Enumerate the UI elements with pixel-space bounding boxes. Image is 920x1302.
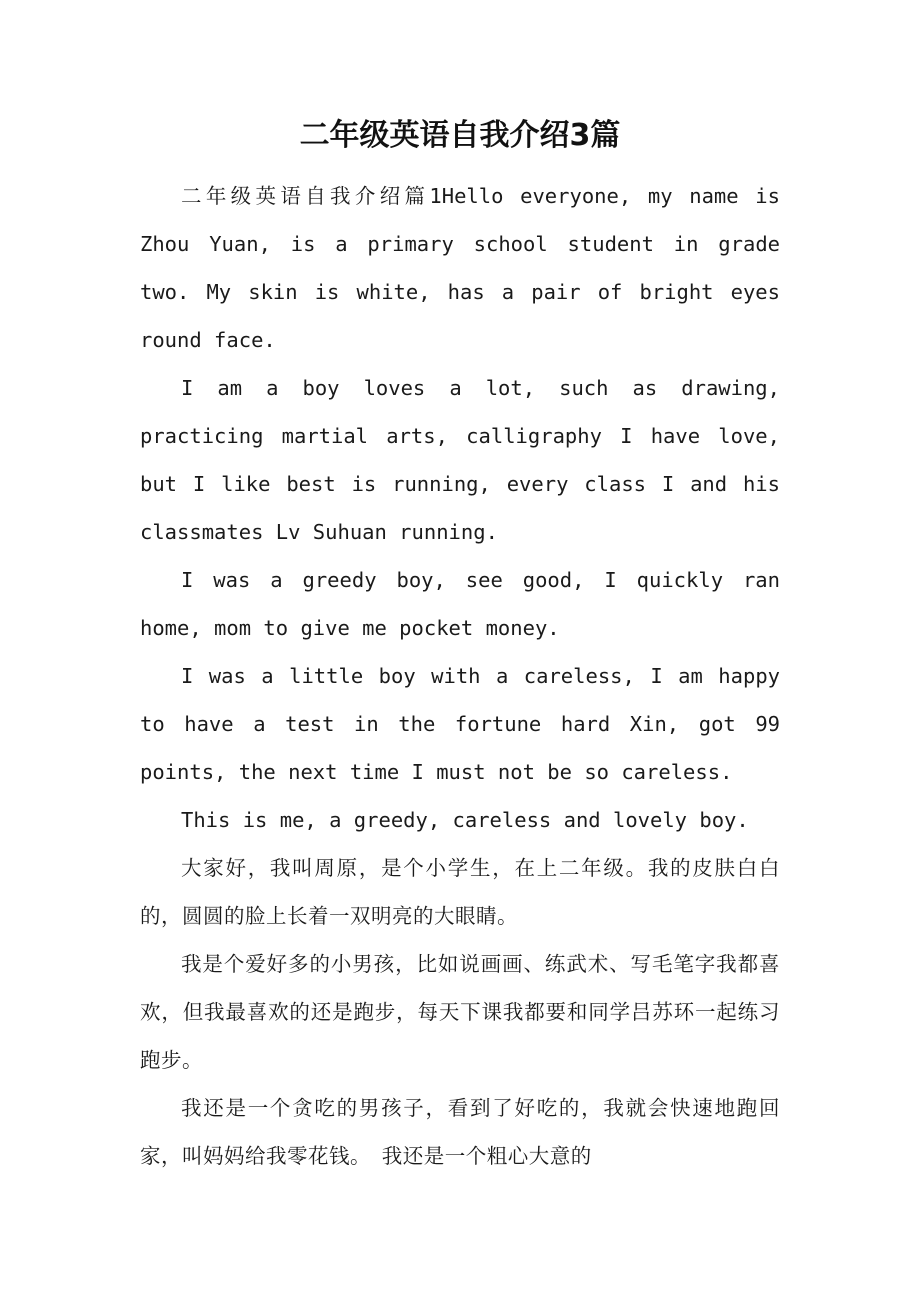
paragraph-intro: 二年级英语自我介绍篇1Hello everyone, my name is Zhou Yuan, is a primary school student in grade two. My skin is white, has a pair of bright eyes round face. <box>140 184 780 352</box>
paragraph-cn-intro: 大家好，我叫周原，是个小学生，在上二年级。我的皮肤白白的，圆圆的脸上长着一双明亮的大眼睛。 <box>140 856 780 928</box>
paragraph-greedy: I was a greedy boy, see good, I quickly ran home, mom to give me pocket money. <box>140 568 780 640</box>
paragraph-cn-greedy: 我还是一个贪吃的男孩子，看到了好吃的，我就会快速地跑回家，叫妈妈给我零花钱。 我还是一个粗心大意的 <box>140 1096 780 1168</box>
document-body <box>140 172 780 1180</box>
paragraph-careless: I was a little boy with a careless, I am happy to have a test in the fortune hard Xin, got 99 points, the next time I must not be so careless. <box>140 664 780 784</box>
paragraph-hobbies: I am a boy loves a lot, such as drawing, practicing martial arts, calligraphy I have love, but I like best is running, every class I and his classmates Lv Suhuan running. <box>140 376 780 544</box>
paragraph-cn-hobbies: 我是个爱好多的小男孩，比如说画画、练武术、写毛笔字我都喜欢，但我最喜欢的还是跑步，每天下课我都要和同学吕苏环一起练习跑步。 <box>140 952 780 1072</box>
document-title: 二年级英语自我介绍3篇 <box>299 118 621 153</box>
paragraph-summary: This is me, a greedy, careless and lovely boy. <box>181 808 749 832</box>
